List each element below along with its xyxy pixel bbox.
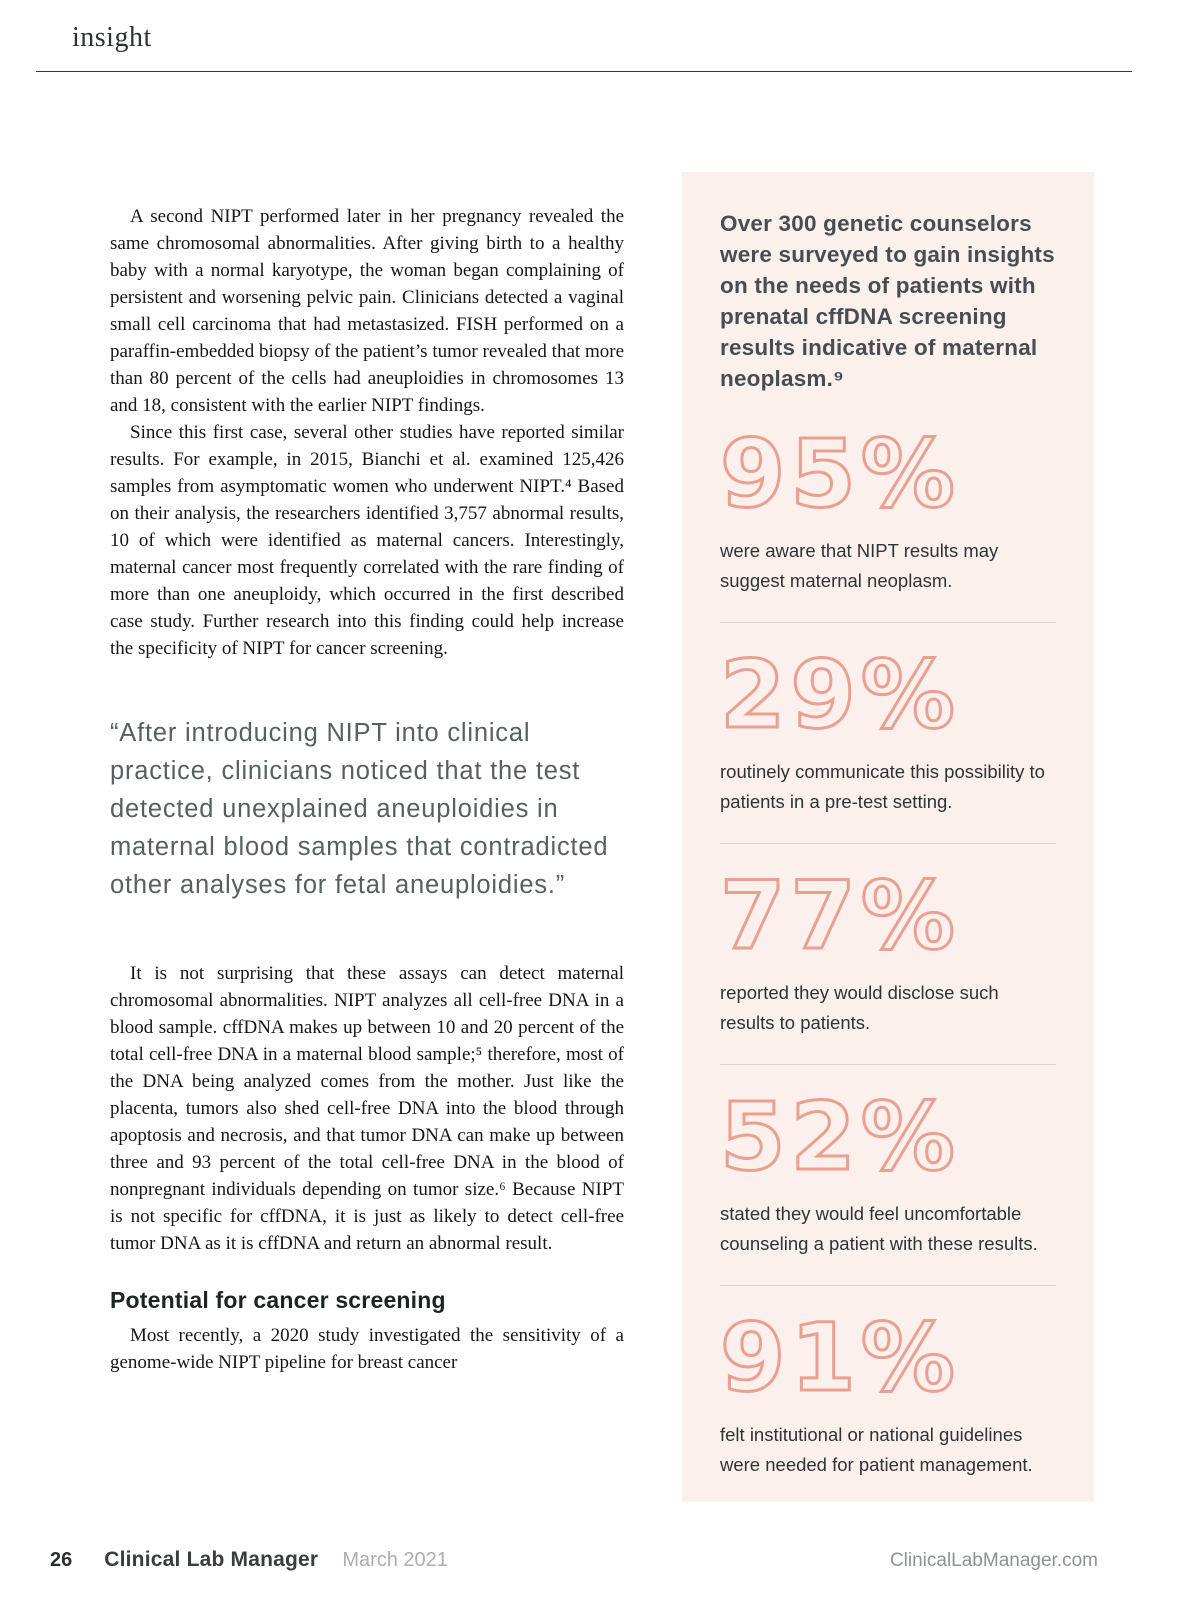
stat-divider [720,1285,1056,1286]
pull-quote: “After introducing NIPT into clinical practice, clinicians noticed that the test detected unexplained aneuploidies in maternal blood samples that contradicted other analyses for fetal aneuploidies.” [110,719,609,899]
stat-caption: routinely communicate this possibility to patients in a pre-test setting. [720,761,1045,812]
article-paragraph: It is not surprising that these assays can detect maternal chromosomal abnormalities. NIPT analyzes all cell-free DNA in a blood sample. cffDNA makes up between 10 and 20 percent of the total cell-free DNA in a maternal blood sample;⁵ therefore, most of the DNA being analyzed comes from the mother. Just like the placenta, tumors also shed cell-free DNA into the blood through apoptosis and necrosis, and that tumor DNA can make up between three and 93 percent of the total cell-free DNA in the blood of nonpregnant individuals depending on tumor size.⁶ Because NIPT is not specific for cffDNA, it is just as likely to detect cell-free tumor DNA as it is cffDNA and return an abnormal result. [110,963,624,1254]
article-paragraph: A second NIPT performed later in her pregnancy revealed the same chromosomal abnormalities. After giving birth to a healthy baby with a normal karyotype, the woman began complaining of persistent and worsening pelvic pain. Clinicians detected a vaginal small cell carcinoma that had metastasized. FISH performed on a paraffin-embedded biopsy of the patient’s tumor revealed that more than 80 percent of the cells had aneuploidies in chromosomes 13 and 18, consistent with the earlier NIPT findings. [110,206,624,416]
stat-divider [720,843,1056,844]
stat-divider [720,1064,1056,1065]
stat-caption: felt institutional or national guidelines were needed for patient management. [720,1424,1033,1475]
website-url: ClinicalLabManager.com [889,1550,1098,1571]
article-column [110,203,624,1376]
header-rule [36,71,1132,72]
stat-block [720,1083,1056,1259]
stat-block [720,641,1056,817]
article-paragraph: Most recently, a 2020 study investigated the sensitivity of a genome-wide NIPT pipeline for breast cancer [110,1325,624,1373]
stat-caption: stated they would feel uncomfortable counseling a patient with these results. [720,1203,1038,1254]
stat-value: 95% [720,420,960,529]
stat-value: 29% [720,641,960,750]
footer-left [50,1548,448,1572]
magazine-name: Clinical Lab Manager [104,1548,319,1571]
page-number: 26 [50,1549,73,1571]
stat-block [720,420,1056,596]
section-label: insight [72,22,152,53]
stat-value: 52% [720,1083,960,1192]
stat-caption: reported they would disclose such results to patients. [720,982,999,1033]
stat-block [720,862,1056,1038]
issue-date: March 2021 [342,1549,448,1571]
stat-divider [720,622,1056,623]
article-paragraph: Since this first case, several other studies have reported similar results. For example, in 2015, Bianchi et al. examined 125,426 samples from asymptomatic women who underwent NIPT.⁴ Based on their analysis, the researchers identified 3,757 abnormal results, 10 of which were identified as maternal cancers. Interestingly, maternal cancer most frequently correlated with the rare finding of more than one aneuploidy, which occurred in the first described case study. Further research into this finding could help increase the specificity of NIPT for cancer screening. [110,422,624,659]
stat-block [720,1304,1056,1480]
stat-caption: were aware that NIPT results may suggest maternal neoplasm. [720,540,999,591]
section-heading: Potential for cancer screening [110,1287,446,1313]
stats-sidebar [682,172,1094,1502]
stat-value: 91% [720,1304,960,1413]
sidebar-intro: Over 300 genetic counselors were surveyed to gain insights on the needs of patients with prenatal cffDNA screening results indicative of maternal neoplasm.⁹ [720,211,1055,391]
page-footer [50,1548,1098,1572]
stat-value: 77% [720,862,960,971]
